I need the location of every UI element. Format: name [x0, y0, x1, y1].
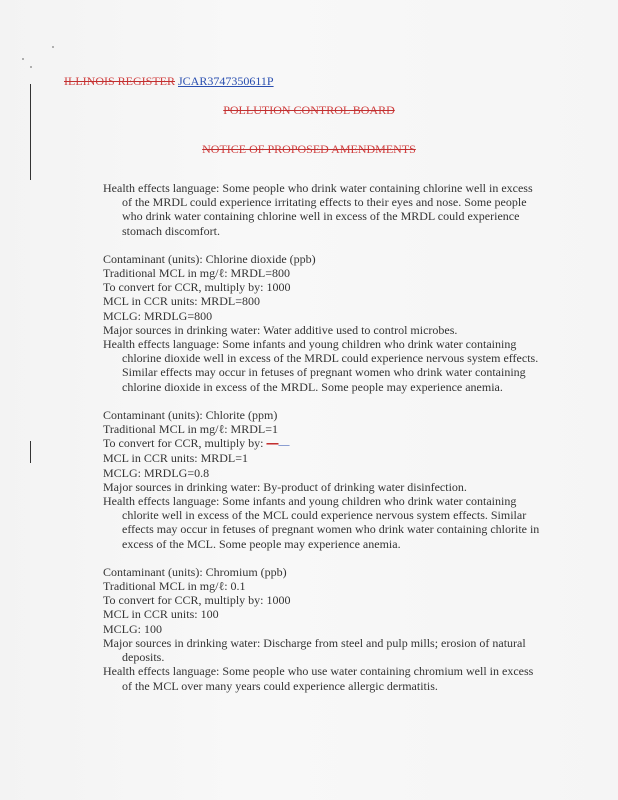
- chlorine-health-effects: Health effects language: Some people who drink water containing chlorine well in excess of the MRDL could experience irritating effects to their eyes and nose. Some people who drink water containing chlorine well in excess of the MRDL could experience stomach discomfort.: [103, 181, 533, 238]
- chlorine-dioxide-section: [103, 252, 543, 394]
- register-inserted: JCAR3747350611P: [178, 74, 274, 88]
- health-effects-paragraph: Health effects language: Some infants and young children who drink water containing chlorine dioxide well in excess of the MRDL could experience nervous system effects. Similar effects may occur in fetuses of pregnant women who drink water containing chlorine dioxide in excess of the MRDL. Some people may experience anemia.: [103, 337, 539, 394]
- change-bar: [30, 84, 31, 180]
- convert-struck-value: —: [266, 436, 279, 451]
- mclg-line: MCLG: 100: [103, 621, 163, 636]
- change-bar: [30, 441, 31, 463]
- scan-speck: [22, 58, 24, 60]
- sources-line: Major sources in drinking water: Water additive used to control microbes.: [103, 322, 458, 337]
- mclg-line: MCLG: MRDLG=800: [103, 308, 213, 323]
- mcl-ccr-line: MCL in CCR units: 100: [103, 607, 219, 622]
- health-effects-paragraph: Health effects language: Some people who use water containing chromium well in excess of the MCL over many years could experience allergic dermatitis.: [103, 664, 534, 693]
- contaminant-line: Contaminant (units): Chlorite (ppm): [103, 407, 278, 422]
- document-body: [103, 181, 543, 693]
- traditional-mcl-line: Traditional MCL in mg/ℓ: 0.1: [103, 579, 246, 594]
- convert-line: To convert for CCR, multiply by: 1000: [103, 593, 291, 608]
- register-struck: ILLINOIS REGISTER: [64, 74, 175, 88]
- traditional-mcl-line: Traditional MCL in mg/ℓ: MRDL=1: [103, 422, 278, 437]
- agency-struck: POLLUTION CONTROL BOARD: [223, 103, 395, 117]
- agency-header: [0, 103, 618, 118]
- mclg-line: MCLG: MRDLG=0.8: [103, 465, 210, 480]
- notice-header: [0, 142, 618, 157]
- scan-speck: [30, 66, 32, 68]
- contaminant-line: Contaminant (units): Chlorine dioxide (ppb): [103, 251, 316, 266]
- convert-line: [103, 436, 543, 451]
- notice-struck: NOTICE OF PROPOSED AMENDMENTS: [202, 142, 416, 156]
- traditional-mcl-line: Traditional MCL in mg/ℓ: MRDL=800: [103, 266, 290, 281]
- register-header: [64, 74, 274, 89]
- convert-inserted-value: —: [278, 439, 290, 452]
- mcl-ccr-line: MCL in CCR units: MRDL=1: [103, 451, 249, 466]
- chlorite-section: [103, 408, 543, 551]
- health-effects-paragraph: Health effects language: Some infants and young children who drink water containing chlorite well in excess of the MCL could experience nervous system effects. Similar effects may occur in fetuses of pregnant women who drink water containing chlorite in excess of the MCL. Some people may experience anemia.: [103, 494, 540, 551]
- sources-line: Major sources in drinking water: By-product of drinking water disinfection.: [103, 479, 467, 494]
- convert-line: To convert for CCR, multiply by: 1000: [103, 280, 291, 295]
- scan-speck: [52, 46, 54, 48]
- chromium-section: [103, 565, 543, 693]
- contaminant-line: Contaminant (units): Chromium (ppb): [103, 564, 287, 579]
- sources-line: Major sources in drinking water: Discharge from steel and pulp mills; erosion of natural deposits.: [103, 635, 526, 665]
- mcl-ccr-line: MCL in CCR units: MRDL=800: [103, 294, 261, 309]
- convert-label: To convert for CCR, multiply by:: [103, 436, 264, 451]
